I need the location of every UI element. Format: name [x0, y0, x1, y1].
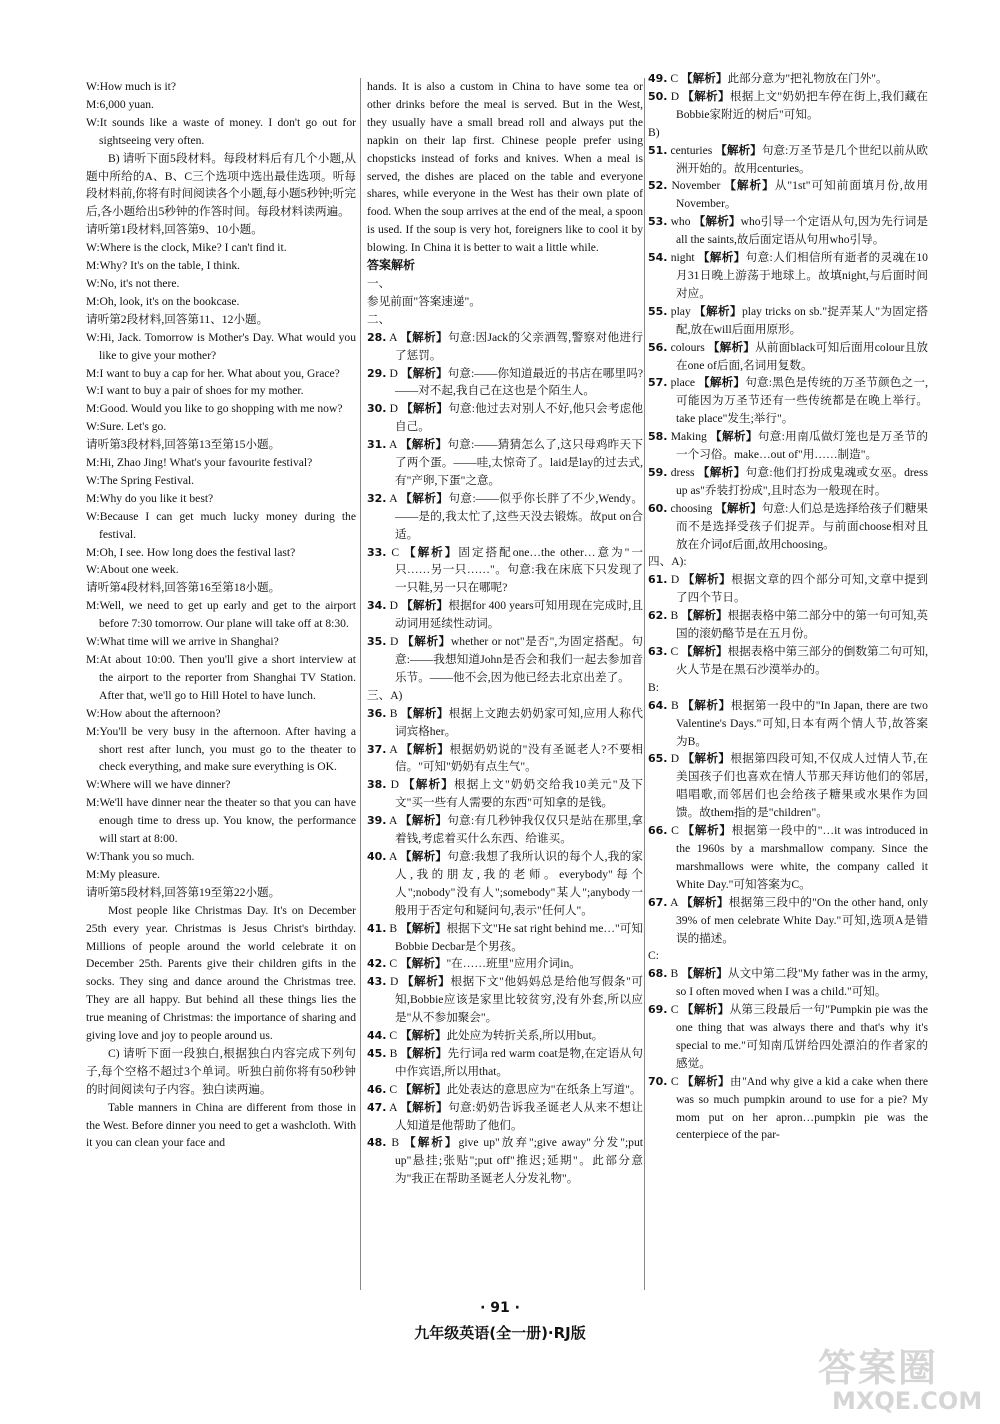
answer-item [648, 500, 928, 554]
answer-choice: C [389, 1082, 398, 1096]
analysis-tag: 【解析】 [399, 849, 448, 863]
analysis-text: 此处应为转折关系,所以用but。 [446, 1029, 604, 1043]
answer-number: 52. [648, 179, 668, 193]
answer-number: 49. [648, 72, 668, 85]
analysis-text: whether or not"是否",为固定搭配。句意:——我想知道John是否会和我们一起去参加音乐节。——他不会,因为他已经去北京出差了。 [395, 635, 643, 684]
answer-choice: dress [670, 465, 695, 479]
answer-list-49-50 [648, 70, 928, 124]
answer-choice: B [389, 706, 398, 720]
analysis-tag: 【解析】 [681, 72, 728, 85]
column-divider [644, 78, 645, 1290]
answer-choice: C [389, 1029, 398, 1043]
answer-item [648, 249, 928, 303]
answer-number: 43. [367, 975, 387, 989]
section-two-label: 二、 [367, 312, 391, 326]
analysis-tag: 【解析】 [401, 599, 449, 613]
dialogue-line: W:I want to buy a pair of shoes for my mother. [86, 384, 304, 398]
answer-number: 44. [367, 1029, 387, 1043]
answer-choice: A [670, 895, 678, 909]
analysis-tag: 【解析】 [400, 706, 449, 720]
answer-number: 34. [367, 599, 387, 613]
answer-number: 59. [648, 465, 668, 479]
answer-item [648, 339, 928, 375]
answer-choice: night [670, 251, 695, 265]
analysis-tag: 【解析】 [400, 491, 449, 505]
answer-choice: B [670, 698, 679, 712]
dialogue-line: M:Well, we need to get up early and get to the airport before 7:30 tomorrow. Our plane will take off at 8:30. [86, 599, 356, 631]
answer-item [367, 848, 643, 920]
answer-item [648, 1001, 928, 1073]
answer-list-36-48 [367, 705, 643, 1188]
answer-number: 36. [367, 706, 387, 720]
answer-choice: A [389, 1100, 397, 1114]
analysis-tag: 【解析】 [681, 967, 728, 981]
answer-choice: A [389, 438, 397, 452]
analysis-tag: 【解析】 [681, 1074, 731, 1088]
analysis-tag: 【解析】 [401, 402, 449, 416]
answer-number: 55. [648, 304, 668, 318]
dialogue-line: W:Thank you so much. [86, 849, 195, 863]
answer-number: 42. [367, 957, 387, 971]
dialogue-line: W:Where is the clock, Mike? I can't find it. [86, 241, 287, 255]
answer-choice: D [390, 635, 399, 649]
analysis-tag: 【解析】 [707, 340, 756, 354]
answer-analysis-heading: 答案解析 [367, 258, 416, 273]
watermark-url: MXQE.COM [832, 1387, 983, 1415]
analysis-tag: 【解析】 [682, 573, 732, 587]
analysis-tag: 【解析】 [401, 635, 451, 649]
answer-item [367, 633, 643, 687]
analysis-text: play tricks on sb."捉弄某人"为固定搭配,放在will后面用原形。 [676, 304, 928, 336]
answer-number: 48. [367, 1136, 387, 1150]
analysis-tag: 【解析】 [400, 1082, 447, 1096]
dialogue-line: M:Good. Would you like to go shopping with me now? [86, 402, 343, 416]
analysis-tag: 【解析】 [715, 501, 762, 515]
answer-item [367, 436, 643, 490]
answer-number: 28. [367, 330, 387, 344]
answer-choice: D [389, 599, 398, 613]
answer-item [648, 894, 928, 948]
answer-choice: who [670, 215, 691, 229]
listening-paragraph: B) 请听下面5段材料。每段材料后有几个小题,从题中所给的A、B、C三个选项中选出最佳选项。听每段材料前,你将有时间阅读各个小题,每小题5秒钟;听完后,各小题给出5秒钟的作答时间。每段材料读两遍。 [86, 151, 356, 219]
answer-number: 65. [648, 752, 668, 766]
analysis-tag: 【解析】 [400, 366, 448, 380]
analysis-tag: 【解析】 [681, 645, 728, 658]
dialogue-line: W:It sounds like a waste of money. I don't go out for sightseeing very often. [86, 115, 356, 147]
answer-number: 38. [367, 778, 387, 792]
answer-item [648, 822, 928, 894]
answer-number: 67. [648, 895, 668, 909]
answer-number: 53. [648, 215, 668, 229]
answer-choice: C [389, 957, 398, 971]
answer-number: 60. [648, 501, 668, 515]
analysis-tag: 【解析】 [682, 89, 730, 103]
analysis-text: 句意:——似乎你长胖了不少,Wendy。——是的,我太忙了,这些天没去锻炼。故put on合适。 [395, 491, 644, 541]
answer-choice: B [670, 967, 679, 981]
dialogue-line: W:Hi, Jack. Tomorrow is Mother's Day. What would you like to give your mother? [86, 330, 356, 362]
answer-number: 32. [367, 491, 387, 505]
dialogue-line: W:How much is it? [86, 80, 177, 93]
dialogue-line: M:I want to buy a cap for her. What about you, Grace? [86, 366, 340, 380]
listening-paragraph: Table manners in China are different from those in the West. Before dinner you need to get a washcloth. With it you can clean your face and [86, 1100, 356, 1150]
answer-list-68-70 [648, 965, 928, 1144]
dialogue-line: M:Hi, Zhao Jing! What's your favourite festival? [86, 456, 313, 470]
analysis-tag: 【解析】 [403, 778, 454, 792]
listening-paragraph: C) 请听下面一段独白,根据独白内容完成下列句子,每个空格不超过3个单词。听独白前你将有50秒钟的时间阅读句子内容。独白读两遍。 [86, 1046, 356, 1096]
answer-item [367, 973, 643, 1027]
answer-choice: D [670, 752, 680, 766]
analysis-text: 固定搭配one…the other…意为"一只……另一只……"。句意:我在床底下只发现了一只鞋,另一只在哪呢? [395, 545, 643, 595]
dialogue-line: M:6,000 yuan. [86, 97, 154, 111]
analysis-text: 根据下文"He sat right behind me…"可知Bobbie Decbar是个男孩。 [395, 921, 643, 953]
analysis-text: 句意:我想了我所认识的每个人,我的家人,我的朋友,我的老师。everybody"每个人";nobody"没有人";somebody"某人";anybody一般用于否定句和疑问句,表示"任何人"。 [395, 849, 644, 917]
answer-number: 54. [648, 251, 668, 265]
analysis-tag: 【解析】 [697, 465, 746, 479]
dialogue-line: W:Sure. Let's go. [86, 420, 167, 434]
answer-choice: November [671, 179, 721, 193]
analysis-text: 此处表达的意思应为"在纸条上写道"。 [446, 1082, 642, 1096]
answer-number: 39. [367, 814, 387, 828]
dialogue-line: W:About one week. [86, 563, 179, 577]
analysis-text: 根据上文"奶奶把车停在街上,我们藏在Bobbie家附近的树后"可知。 [676, 89, 928, 121]
analysis-text: 由"And why give a kid a cake when there was so much pumpkin around to use for a pie? My mom put on her apron…pumpkin pie was the centerpiece of the par- [676, 1074, 928, 1142]
analysis-text: 根据表格中第三部分的倒数第二句可知,火人节是在黑石沙漠举办的。 [676, 645, 929, 676]
answer-choice: D [390, 778, 399, 792]
answer-number: 61. [648, 573, 668, 587]
analysis-text: 句意:——你知道最近的书店在哪里吗?——对不起,我自己在这也是个陌生人。 [395, 366, 643, 398]
answer-choice: C [670, 72, 679, 85]
analysis-tag: 【解析】 [681, 895, 729, 909]
answer-choice: C [671, 824, 679, 838]
analysis-tag: 【解析】 [400, 742, 450, 756]
column-1 [86, 78, 356, 1152]
answer-item [648, 70, 928, 88]
book-title: 九年级英语(全一册)·RJ版 [414, 1324, 586, 1342]
column-3 [648, 70, 928, 1144]
answer-item [648, 428, 928, 464]
answer-choice: D [670, 89, 680, 103]
answer-item [648, 643, 928, 679]
analysis-text: 从前面black可知后面用colour且放在one of后面,名词用复数。 [676, 340, 928, 372]
analysis-tag: 【解析】 [681, 1003, 730, 1017]
answer-choice: C [670, 1074, 679, 1088]
analysis-tag: 【解析】 [401, 975, 451, 989]
answer-choice: D [389, 402, 398, 416]
analysis-tag: 【解析】 [400, 1046, 448, 1060]
section-one-label: 一、 [367, 276, 391, 290]
answer-choice: centuries [670, 143, 713, 157]
analysis-tag: 【解析】 [400, 330, 449, 344]
answer-number: 62. [648, 609, 668, 623]
analysis-text: 根据第一段中的"In Japan, there are two Valentine's Days."可知,日本有两个情人节,故答案为B。 [676, 698, 928, 748]
analysis-tag: 【解析】 [724, 179, 775, 193]
analysis-text: 根据for 400 years可知用现在完成时,且动词用延续性动词。 [395, 599, 643, 631]
answer-item [648, 88, 928, 124]
answer-item [648, 750, 928, 822]
dialogue-line: M:You'll be very busy in the afternoon. After having a short rest after lunch, you must go to the theater to check everything, and make sure everything is OK. [86, 724, 356, 774]
dialogue-line: M:Why do you like it best? [86, 491, 214, 505]
answer-number: 63. [648, 645, 668, 658]
analysis-tag: 【解析】 [404, 545, 459, 559]
answer-choice: B [670, 609, 679, 623]
answer-choice: choosing [670, 501, 713, 515]
analysis-text: 句意:他们打扮成鬼魂或女巫。dress up as"乔装打扮成",且时态为一般现在时。 [676, 465, 928, 497]
section-one-reference: 参见前面"答案速递"。 [367, 294, 481, 308]
answer-number: 30. [367, 402, 387, 416]
answer-choice: B [391, 1136, 400, 1150]
analysis-tag: 【解析】 [404, 1136, 459, 1150]
answer-choice: place [670, 376, 696, 390]
analysis-tag: 【解析】 [682, 752, 731, 766]
section-three-label: 三、A) [367, 688, 403, 702]
analysis-text: 此部分意为"把礼物放在门外"。 [727, 72, 888, 85]
answer-item [648, 213, 928, 249]
answer-number: 33. [367, 545, 387, 559]
dialogue-line: M:We'll have dinner near the theater so that you can have enough time to dress up. You know, the performance will start at 8:00. [86, 796, 356, 846]
analysis-text: 从"1st"可知前面填月份,故用November。 [676, 179, 928, 211]
analysis-text: 句意:人们相信所有逝者的灵魂在10月31日晚上游荡于地球上。故填night,与后面时间对应。 [676, 251, 928, 300]
answer-number: 70. [648, 1074, 668, 1088]
answer-item [648, 374, 928, 428]
answer-item [648, 965, 928, 1001]
answer-number: 40. [367, 849, 387, 863]
dialogue-line: W:The Spring Festival. [86, 473, 195, 487]
listening-paragraph: Most people like Christmas Day. It's on December 25th every year. Christmas is Jesus Christ's birthday. Millions of people around the world celebrate it on December 25th. Parents give their children gifts in the socks. They sing and dance around the Christmas tree. They are all happy. But behind all these things lies the true meaning of Christmas: the importance of sharing and giving love and joy to people around us. [86, 903, 356, 1043]
section-four-label: 四、A): [648, 555, 687, 569]
answer-list-64-67 [648, 697, 928, 948]
analysis-text: 根据表格中第二部分中的第一句可知,英国的滚奶酪节是在五月份。 [676, 609, 929, 641]
answer-choice: D [389, 366, 398, 380]
listening-paragraph: 请听第3段材料,回答第13至第15小题。 [86, 438, 281, 452]
section-b-label: B) [648, 125, 660, 139]
analysis-text: 先行词a red warm coat是物,在定语从句中作宾语,所以用that。 [395, 1046, 643, 1078]
answer-item [367, 365, 643, 401]
answer-choice: A [389, 849, 397, 863]
analysis-text: 句意:有几秒钟我仅仅只是站在那里,拿着钱,考虑着买什么东西、给谁买。 [395, 814, 644, 846]
answer-item [648, 1073, 928, 1145]
analysis-tag: 【解析】 [400, 921, 447, 935]
answer-number: 69. [648, 1003, 668, 1017]
analysis-text: 句意:因Jack的父亲酒驾,警察对他进行了惩罚。 [395, 330, 643, 362]
answer-item [367, 490, 643, 544]
answer-number: 51. [648, 143, 668, 157]
dialogue-line: W:No, it's not there. [86, 276, 180, 290]
analysis-text: "在……班里"应用介词in。 [446, 957, 581, 971]
analysis-tag: 【解析】 [698, 376, 746, 390]
dialogue-line: W:How about the afternoon? [86, 706, 221, 720]
dialogue-line: M:At about 10:00. Then you'll give a short interview at the airport to the reporter from Shanghai TV Station. After that, we'll go to Hill Hotel to have lunch. [86, 653, 356, 702]
dialogue-line: W:What time will we arrive in Shanghai? [86, 635, 279, 649]
answer-item [367, 329, 643, 365]
answer-choice: C [391, 545, 400, 559]
analysis-text: 根据第四段可知,不仅成人过情人节,在美国孩子们也喜欢在情人节那天拜访他们的邻居,唱唱歌,而邻居们也会给孩子糖果或水果作为回馈。故them指的是"children"。 [676, 752, 928, 820]
analysis-tag: 【解析】 [693, 215, 741, 229]
analysis-tag: 【解析】 [400, 957, 447, 971]
analysis-text: 根据上文跑去奶奶家可知,应用人称代词宾格her。 [395, 706, 643, 738]
answer-choice: Making [670, 430, 707, 444]
analysis-text: 根据上文"奶奶交给我10美元"及下文"买一些有人需要的东西"可知拿的是钱。 [395, 778, 644, 810]
answer-choice: colours [670, 340, 705, 354]
answer-number: 46. [367, 1082, 387, 1096]
column-divider [360, 78, 361, 1290]
answer-item [648, 142, 928, 178]
answer-choice: play [670, 304, 691, 318]
answer-item [367, 597, 643, 633]
answer-item [648, 303, 928, 339]
answer-choice: B [389, 921, 398, 935]
analysis-tag: 【解析】 [400, 1029, 447, 1043]
listening-paragraph: 请听第5段材料,回答第19至第22小题。 [86, 885, 281, 899]
answer-item [367, 741, 643, 777]
answer-choice: A [389, 814, 397, 828]
section-b2-label: B: [648, 680, 659, 694]
answer-number: 47. [367, 1100, 387, 1114]
watermark-logo [818, 1348, 988, 1420]
listening-paragraph: 请听第4段材料,回答第16至第18小题。 [86, 581, 281, 595]
answer-item [367, 400, 643, 436]
analysis-tag: 【解析】 [399, 438, 448, 452]
analysis-text: 根据第一段中的"…it was introduced in the 1960s by a marshmallow company. Since the marshmallows were white, the company called it White Day."可知答案为C。 [676, 824, 928, 891]
analysis-text: 句意:人们总是选择给孩子们糖果而不是选择受孩子们捉弄。与前面choose相对且放在介词of后面,故用choosing。 [676, 501, 928, 551]
dialogue-line: M:Oh, look, it's on the bookcase. [86, 294, 240, 308]
answer-list-51-60 [648, 142, 928, 554]
answer-item [648, 571, 928, 607]
analysis-text: 句意:他过去对别人不好,他只会考虑他自己。 [395, 402, 643, 434]
answer-number: 37. [367, 742, 387, 756]
answer-item [367, 1134, 643, 1188]
answer-item [648, 697, 928, 751]
answer-choice: D [670, 573, 680, 587]
watermark-text: 答案圈 [818, 1346, 939, 1390]
answer-choice: A [389, 330, 397, 344]
analysis-text: 根据文章的四个部分可知,文章中提到了四个节日。 [676, 573, 928, 605]
answer-choice: A [389, 742, 398, 756]
dialogue-line: W:Because I can get much lucky money during the festival. [86, 509, 356, 541]
analysis-text: 句意:——猜猜怎么了,这只母鸡昨天下了两个蛋。——哇,太惊奇了。laid是lay的过去式,有"产卵,下蛋"之意。 [395, 438, 643, 487]
answer-list-28-35 [367, 329, 643, 687]
answer-item [367, 1027, 643, 1045]
answer-item [367, 544, 643, 598]
analysis-text: 句意:万圣节是几个世纪以前从欧洲开始的。故用centuries。 [676, 143, 928, 175]
answer-item [648, 177, 928, 213]
answer-item [367, 1081, 643, 1099]
analysis-tag: 【解析】 [682, 824, 732, 838]
answer-choice: B [389, 1046, 398, 1060]
answer-item [367, 705, 643, 741]
analysis-text: 句意:用南瓜做灯笼也是万圣节的一个习俗。make…out of"用……制造"。 [676, 430, 928, 462]
answer-item [367, 955, 643, 973]
answer-item [367, 776, 643, 812]
answer-number: 50. [648, 89, 668, 103]
answer-choice: C [670, 645, 679, 658]
answer-number: 66. [648, 824, 668, 838]
analysis-text: give up"放弃";give away"分发";put up"悬挂;张贴";put off"推迟;延期"。此部分意为"我正在帮助圣诞老人分发礼物"。 [395, 1136, 643, 1186]
answer-number: 31. [367, 438, 387, 452]
answer-number: 35. [367, 635, 387, 649]
analysis-text: 根据下文"他妈妈总是给他写假条"可知,Bobbie应该是家里比较贫穷,没有外套,所以应是"从不参加聚会"。 [395, 975, 643, 1025]
answer-list-61-63 [648, 571, 928, 678]
section-c-label: C: [648, 949, 659, 963]
answer-item [648, 607, 928, 643]
analysis-tag: 【解析】 [399, 814, 448, 828]
answer-item [648, 464, 928, 500]
analysis-text: 根据奶奶说的"没有圣诞老人?不要相信。"可知"奶奶有点生气"。 [395, 742, 643, 774]
dialogue-line: M:Oh, I see. How long does the festival last? [86, 545, 296, 559]
answer-choice: C [670, 1003, 679, 1017]
page-number: · 91 · [480, 1300, 520, 1316]
answer-number: 29. [367, 366, 387, 380]
analysis-text: 句意:黑色是传统的万圣节颜色之一,可能因为万圣节还有一些传统都是在晚上举行。take place"发生;举行"。 [676, 376, 928, 426]
table-manners-continued: hands. It is also a custom in China to have some tea or other drinks before the meal is served. But in the West, they usually have a small bread roll and always put the napkin on their lap first. Chinese people prefer using chopsticks instead of forks and knives. When a meal is served, the dishes are placed on the table and everyone shares, while everyone in the West has their own plate of food. When the soup arrives at the end of the meal, a spoon is used. If the soup is very hot, foreigners like to cool it by blowing. In China it is better to wait a little while. [367, 80, 643, 255]
analysis-tag: 【解析】 [694, 304, 742, 318]
analysis-tag: 【解析】 [710, 430, 758, 444]
analysis-text: 句意:奶奶告诉我圣诞老人从来不想让人知道是他帮助了他们。 [395, 1100, 643, 1132]
analysis-text: 从第三段最后一句"Pumpkin pie was the one thing that was always there and that's why it's special to me."可知南瓜饼给四处漂泊的作者家的感觉。 [676, 1003, 928, 1070]
analysis-tag: 【解析】 [681, 609, 728, 623]
answer-item [367, 920, 643, 956]
answer-number: 41. [367, 921, 387, 935]
answer-choice: D [389, 975, 399, 989]
listening-paragraph: 请听第1段材料,回答第9、10小题。 [86, 223, 263, 237]
answer-item [367, 812, 643, 848]
answer-number: 56. [648, 340, 668, 354]
listening-paragraph: 请听第2段材料,回答第11、12小题。 [86, 312, 269, 326]
dialogue-line: M:My pleasure. [86, 867, 161, 881]
analysis-text: who引导一个定语从句,因为先行词是all the saints,故后面定语从句用who引导。 [676, 215, 928, 247]
answer-number: 57. [648, 376, 668, 390]
answer-number: 45. [367, 1046, 387, 1060]
analysis-tag: 【解析】 [400, 1100, 449, 1114]
analysis-text: 根据第三段中的"On the other hand, only 39% of men celebrate White Day."可知,选项A是错误的描述。 [676, 895, 929, 945]
answer-number: 58. [648, 430, 668, 444]
answer-choice: A [389, 491, 397, 505]
answer-item [367, 1045, 643, 1081]
analysis-tag: 【解析】 [715, 143, 762, 157]
answer-number: 68. [648, 967, 668, 981]
analysis-text: 从文中第二段"My father was in the army, so I often moved when I was a child."可知。 [676, 967, 928, 999]
analysis-tag: 【解析】 [697, 251, 746, 265]
dialogue-line: M:Why? It's on the table, I think. [86, 259, 241, 273]
column-2 [367, 78, 643, 1188]
answer-number: 64. [648, 698, 668, 712]
dialogue-line: W:Where will we have dinner? [86, 778, 231, 792]
analysis-tag: 【解析】 [682, 698, 731, 712]
answer-item [367, 1099, 643, 1135]
